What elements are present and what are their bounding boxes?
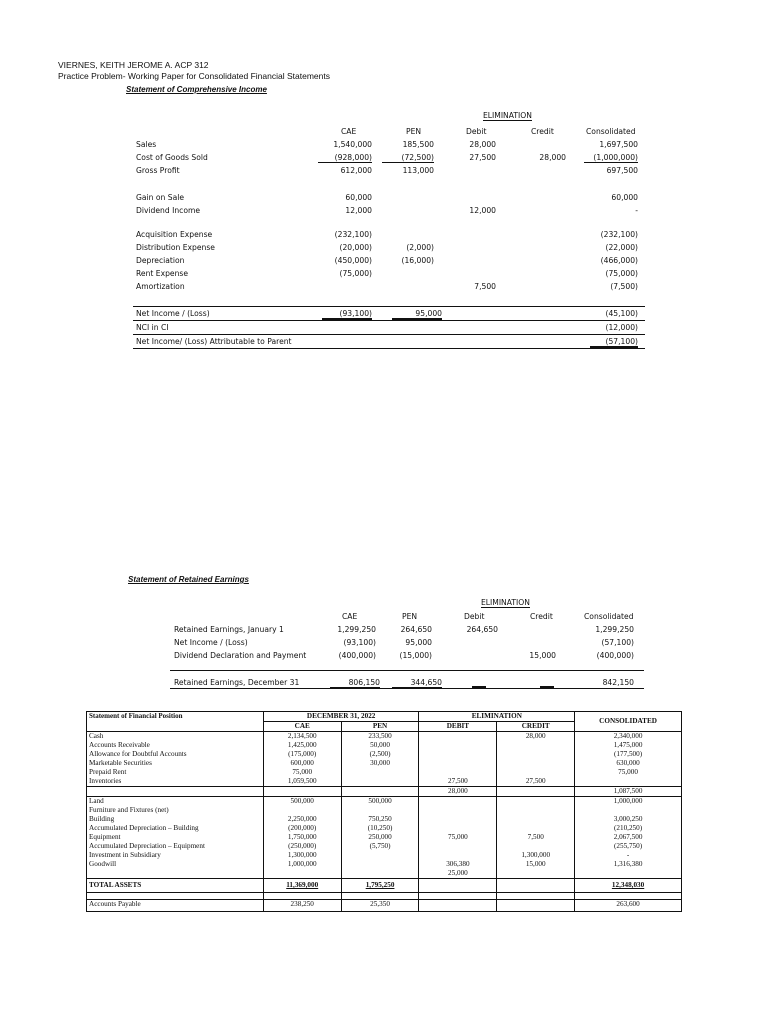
sci-row-cons: (75,000) bbox=[605, 269, 638, 278]
sci-row-label: Sales bbox=[136, 140, 157, 149]
sfp-cell-pen bbox=[341, 860, 419, 869]
sfp-cell-consolidated: 2,340,000 bbox=[575, 732, 682, 742]
sfp-cell-debit bbox=[419, 842, 497, 851]
sfp-spacer-cell bbox=[497, 893, 575, 900]
sci-net-cons: (45,100) bbox=[605, 309, 638, 318]
sre-col-debit: Debit bbox=[464, 612, 485, 621]
sre-total-label: Retained Earnings, December 31 bbox=[174, 678, 300, 687]
sre-total-cae: 806,150 bbox=[330, 678, 380, 689]
sfp-cell-debit bbox=[419, 759, 497, 768]
sfp-cell-pen bbox=[341, 806, 419, 815]
sfp-cell-credit bbox=[497, 741, 575, 750]
sci-row-label: Gross Profit bbox=[136, 166, 180, 175]
sci-row-label: Cost of Goods Sold bbox=[136, 153, 208, 162]
sfp-cell-pen: 233,500 bbox=[341, 732, 419, 742]
sfp-spacer-cell bbox=[575, 893, 682, 900]
sfp-cell-pen: (10,250) bbox=[341, 824, 419, 833]
sfp-cell-consolidated: (177,500) bbox=[575, 750, 682, 759]
sfp-cell-credit bbox=[497, 787, 575, 797]
sfp-cell-label: Prepaid Rent bbox=[87, 768, 264, 777]
sci-row-pen: 185,500 bbox=[402, 140, 434, 149]
sci-bottom-rule bbox=[133, 348, 645, 349]
sfp-cell-label: Accumulated Depreciation – Building bbox=[87, 824, 264, 833]
sfp-ap-credit bbox=[497, 900, 575, 912]
sfp-cell-pen: 50,000 bbox=[341, 741, 419, 750]
sre-row-label: Dividend Declaration and Payment bbox=[174, 651, 307, 660]
sfp-row bbox=[87, 806, 682, 815]
sfp-cell-label: Furniture and Fixtures (net) bbox=[87, 806, 264, 815]
sci-col-consolidated: Consolidated bbox=[586, 127, 636, 136]
sfp-cell-credit: 27,500 bbox=[497, 777, 575, 787]
sfp-ap-label: Accounts Payable bbox=[87, 900, 264, 912]
sci-row-cons: 60,000 bbox=[611, 193, 638, 202]
sfp-cell-cae: (250,000) bbox=[263, 842, 341, 851]
sci-row-cae: 612,000 bbox=[340, 166, 372, 175]
sfp-cell-label: Cash bbox=[87, 732, 264, 742]
sci-row-cons: (1,000,000) bbox=[584, 153, 638, 163]
sfp-cell-cae: 2,134,500 bbox=[263, 732, 341, 742]
sfp-consolidated-header: CONSOLIDATED bbox=[575, 712, 682, 732]
sfp-cell-cae: 75,000 bbox=[263, 768, 341, 777]
sfp-cell-pen: 250,000 bbox=[341, 833, 419, 842]
sfp-spacer-cell bbox=[419, 893, 497, 900]
sci-row-pen: (2,000) bbox=[406, 243, 434, 252]
sfp-cell-label: Equipment bbox=[87, 833, 264, 842]
sfp-cell-credit bbox=[497, 768, 575, 777]
sci-row-debit: 27,500 bbox=[469, 153, 496, 162]
sfp-cell-consolidated: 630,000 bbox=[575, 759, 682, 768]
sci-row-cons: (466,000) bbox=[600, 256, 638, 265]
sfp-row bbox=[87, 842, 682, 851]
sfp-cell-pen: (5,750) bbox=[341, 842, 419, 851]
sfp-cell-cae: 2,250,000 bbox=[263, 815, 341, 824]
sci-row-pen: 113,000 bbox=[402, 166, 434, 175]
sfp-cell-debit: 75,000 bbox=[419, 833, 497, 842]
sfp-ap-consolidated: 263,600 bbox=[575, 900, 682, 912]
sfp-cell-debit: 306,380 bbox=[419, 860, 497, 869]
sci-row-label: Rent Expense bbox=[136, 269, 189, 278]
sci-row-label: Dividend Income bbox=[136, 206, 201, 215]
sci-net-pen: 95,000 bbox=[392, 309, 442, 320]
sfp-cell-cae: (200,000) bbox=[263, 824, 341, 833]
sfp-cell-pen: 750,250 bbox=[341, 815, 419, 824]
sfp-cell-credit: 28,000 bbox=[497, 732, 575, 742]
sci-row-label: Acquisition Expense bbox=[136, 230, 213, 239]
sfp-cell-credit: 1,300,000 bbox=[497, 851, 575, 860]
sre-row-credit: 15,000 bbox=[529, 651, 556, 660]
sfp-spacer-cell bbox=[87, 893, 264, 900]
sfp-title: Statement of Financial Position bbox=[87, 712, 264, 732]
sfp-ap-debit bbox=[419, 900, 497, 912]
sci-row-credit: 28,000 bbox=[539, 153, 566, 162]
sfp-cell-pen bbox=[341, 768, 419, 777]
sre-row-cae: 1,299,250 bbox=[337, 625, 376, 634]
sfp-col-debit: DEBIT bbox=[419, 722, 497, 732]
sre-row-label: Retained Earnings, January 1 bbox=[174, 625, 284, 634]
sci-row-cons: 1,697,500 bbox=[599, 140, 638, 149]
problem-title-line: Practice Problem- Working Paper for Consolidated Financial Statements bbox=[58, 71, 330, 81]
sci-elimination-header: ELIMINATION bbox=[483, 111, 532, 120]
sfp-date-header: DECEMBER 31, 2022 bbox=[263, 712, 419, 722]
sfp-cell-cae: 1,750,000 bbox=[263, 833, 341, 842]
sfp-total-label: TOTAL ASSETS bbox=[87, 879, 264, 893]
sfp-cell-debit: 28,000 bbox=[419, 787, 497, 797]
sre-row-debit: 264,650 bbox=[466, 625, 498, 634]
sci-row-cae: (20,000) bbox=[339, 243, 372, 252]
sci-row-label: Depreciation bbox=[136, 256, 185, 265]
sfp-row bbox=[87, 851, 682, 860]
sfp-cell-consolidated: 1,087,500 bbox=[575, 787, 682, 797]
sfp-row-accounts-payable bbox=[87, 900, 682, 912]
sfp-cell-consolidated: 1,475,000 bbox=[575, 741, 682, 750]
sfp-cell-label: Inventories bbox=[87, 777, 264, 787]
sci-row-cae: (75,000) bbox=[339, 269, 372, 278]
sfp-cell-cae bbox=[263, 806, 341, 815]
sfp-cell-credit bbox=[497, 750, 575, 759]
sfp-cell-consolidated: - bbox=[575, 851, 682, 860]
sfp-cell-credit bbox=[497, 824, 575, 833]
sfp-row bbox=[87, 869, 682, 879]
sfp-cell-label: Marketable Securities bbox=[87, 759, 264, 768]
sci-net-label: Net Income / (Loss) bbox=[136, 309, 210, 318]
sfp-cell-debit bbox=[419, 797, 497, 807]
sfp-cell-label bbox=[87, 869, 264, 879]
sfp-cell-debit: 25,000 bbox=[419, 869, 497, 879]
sfp-cell-credit bbox=[497, 806, 575, 815]
sre-row-cons: (400,000) bbox=[596, 651, 634, 660]
sfp-cell-pen bbox=[341, 777, 419, 787]
sfp-total-consolidated: 12,348,030 bbox=[575, 879, 682, 893]
sre-total-pen: 344,650 bbox=[392, 678, 442, 689]
sfp-cell-debit bbox=[419, 851, 497, 860]
sre-row-pen: (15,000) bbox=[399, 651, 432, 660]
sfp-col-pen: PEN bbox=[341, 722, 419, 732]
sfp-cell-pen: 30,000 bbox=[341, 759, 419, 768]
sfp-ap-cae: 238,250 bbox=[263, 900, 341, 912]
sfp-cell-debit: 27,500 bbox=[419, 777, 497, 787]
sfp-cell-consolidated: 1,000,000 bbox=[575, 797, 682, 807]
sfp-row bbox=[87, 750, 682, 759]
sfp-cell-cae: 1,059,500 bbox=[263, 777, 341, 787]
sfp-cell-pen bbox=[341, 869, 419, 879]
sci-net-top-rule bbox=[133, 306, 645, 307]
sfp-cell-consolidated: (210,250) bbox=[575, 824, 682, 833]
sci-row-cae: 1,540,000 bbox=[333, 140, 372, 149]
sfp-row bbox=[87, 732, 682, 742]
sfp-total-row bbox=[87, 879, 682, 893]
sre-bottom-rule bbox=[170, 688, 644, 689]
student-name-line: VIERNES, KEITH JEROME A. ACP 312 bbox=[58, 60, 209, 70]
sfp-cell-cae: (175,000) bbox=[263, 750, 341, 759]
sfp-cell-credit bbox=[497, 759, 575, 768]
sfp-cell-label: Accounts Receivable bbox=[87, 741, 264, 750]
sfp-spacer-row bbox=[87, 893, 682, 900]
sfp-cell-cae: 1,425,000 bbox=[263, 741, 341, 750]
sfp-cell-credit bbox=[497, 797, 575, 807]
sfp-table bbox=[86, 711, 682, 912]
sfp-cell-cae: 1,300,000 bbox=[263, 851, 341, 860]
sfp-cell-credit: 15,000 bbox=[497, 860, 575, 869]
sfp-row bbox=[87, 815, 682, 824]
sfp-cell-cae: 500,000 bbox=[263, 797, 341, 807]
sci-row-pen: (72,500) bbox=[382, 153, 434, 163]
sfp-row bbox=[87, 777, 682, 787]
sci-row-pen: (16,000) bbox=[401, 256, 434, 265]
sfp-cell-pen: 500,000 bbox=[341, 797, 419, 807]
sci-col-cae: CAE bbox=[341, 127, 357, 136]
sci-row-cons: - bbox=[635, 206, 638, 215]
sfp-cell-consolidated: 75,000 bbox=[575, 768, 682, 777]
sfp-row bbox=[87, 824, 682, 833]
sre-col-cae: CAE bbox=[342, 612, 358, 621]
sci-col-pen: PEN bbox=[406, 127, 422, 136]
sfp-col-credit: CREDIT bbox=[497, 722, 575, 732]
sfp-total-cae: 11,369,000 bbox=[263, 879, 341, 893]
sci-row-cae: (450,000) bbox=[334, 256, 372, 265]
sre-row-pen: 264,650 bbox=[400, 625, 432, 634]
sci-row-label: Gain on Sale bbox=[136, 193, 185, 202]
sci-row-cons: (232,100) bbox=[600, 230, 638, 239]
sci-net-cae: (93,100) bbox=[322, 309, 372, 320]
sfp-cell-consolidated bbox=[575, 869, 682, 879]
sfp-spacer-cell bbox=[341, 893, 419, 900]
sfp-row bbox=[87, 797, 682, 807]
sfp-cell-consolidated: 3,000,250 bbox=[575, 815, 682, 824]
sfp-cell-label: Accumulated Depreciation – Equipment bbox=[87, 842, 264, 851]
sfp-cell-consolidated: (255,750) bbox=[575, 842, 682, 851]
sci-row-cae: (232,100) bbox=[334, 230, 372, 239]
sci-row-cae: 60,000 bbox=[345, 193, 372, 202]
sfp-cell-debit bbox=[419, 750, 497, 759]
sre-row-pen: 95,000 bbox=[405, 638, 432, 647]
sre-elimination-header: ELIMINATION bbox=[481, 598, 530, 607]
sre-col-consolidated: Consolidated bbox=[584, 612, 634, 621]
sfp-cell-pen bbox=[341, 787, 419, 797]
sci-row-cons: (22,000) bbox=[605, 243, 638, 252]
sfp-cell-cae: 600,000 bbox=[263, 759, 341, 768]
sfp-row bbox=[87, 787, 682, 797]
sfp-cell-credit: 7,500 bbox=[497, 833, 575, 842]
sfp-cell-credit bbox=[497, 842, 575, 851]
sfp-elimination-header: ELIMINATION bbox=[419, 712, 575, 722]
sre-total-top-rule bbox=[170, 670, 644, 671]
sci-row-debit: 28,000 bbox=[469, 140, 496, 149]
sfp-cell-debit bbox=[419, 732, 497, 742]
sfp-cell-consolidated: 2,067,500 bbox=[575, 833, 682, 842]
sfp-spacer-cell bbox=[263, 893, 341, 900]
sre-col-credit: Credit bbox=[530, 612, 553, 621]
sre-row-cae: (400,000) bbox=[338, 651, 376, 660]
sre-col-pen: PEN bbox=[402, 612, 418, 621]
sfp-cell-debit bbox=[419, 815, 497, 824]
sci-parent-rule bbox=[133, 334, 645, 335]
sfp-row bbox=[87, 759, 682, 768]
sfp-cell-cae bbox=[263, 869, 341, 879]
sfp-cell-debit bbox=[419, 768, 497, 777]
sci-parent-label: Net Income/ (Loss) Attributable to Parent bbox=[136, 337, 292, 346]
sfp-cell-label: Building bbox=[87, 815, 264, 824]
sfp-cell-cae: 1,000,000 bbox=[263, 860, 341, 869]
sfp-cell-label: Investment in Subsidiary bbox=[87, 851, 264, 860]
sfp-row bbox=[87, 741, 682, 750]
sfp-row bbox=[87, 768, 682, 777]
sci-col-credit: Credit bbox=[531, 127, 554, 136]
sci-row-cae: 12,000 bbox=[345, 206, 372, 215]
sci-title: Statement of Comprehensive Income bbox=[126, 85, 267, 94]
sre-row-cons: (57,100) bbox=[601, 638, 634, 647]
sfp-row bbox=[87, 833, 682, 842]
sfp-cell-debit bbox=[419, 824, 497, 833]
sci-row-cons: (7,500) bbox=[610, 282, 638, 291]
sci-row-debit: 7,500 bbox=[474, 282, 496, 291]
sci-row-debit: 12,000 bbox=[469, 206, 496, 215]
sfp-cell-credit bbox=[497, 869, 575, 879]
sci-row-label: Amortization bbox=[136, 282, 185, 291]
sfp-cell-label bbox=[87, 787, 264, 797]
sci-row-label: Distribution Expense bbox=[136, 243, 215, 252]
sfp-total-credit bbox=[497, 879, 575, 893]
sre-total-cons: 842,150 bbox=[602, 678, 634, 687]
sfp-row bbox=[87, 860, 682, 869]
sfp-cell-pen: (2,500) bbox=[341, 750, 419, 759]
sci-row-cons: 697,500 bbox=[606, 166, 638, 175]
sci-nci-cons: (12,000) bbox=[605, 323, 638, 332]
sfp-cell-label: Goodwill bbox=[87, 860, 264, 869]
sci-col-debit: Debit bbox=[466, 127, 487, 136]
sfp-cell-cae bbox=[263, 787, 341, 797]
sfp-col-cae: CAE bbox=[263, 722, 341, 732]
sfp-cell-consolidated bbox=[575, 806, 682, 815]
sre-row-cons: 1,299,250 bbox=[595, 625, 634, 634]
sre-row-cae: (93,100) bbox=[343, 638, 376, 647]
sci-row-cae: (928,000) bbox=[318, 153, 372, 163]
sci-parent-cons: (57,100) bbox=[590, 337, 638, 348]
sre-row-label: Net Income / (Loss) bbox=[174, 638, 248, 647]
sfp-ap-pen: 25,350 bbox=[341, 900, 419, 912]
sfp-cell-credit bbox=[497, 815, 575, 824]
sfp-cell-pen bbox=[341, 851, 419, 860]
sfp-cell-label: Land bbox=[87, 797, 264, 807]
sfp-cell-consolidated: 1,316,380 bbox=[575, 860, 682, 869]
sfp-cell-debit bbox=[419, 806, 497, 815]
sfp-cell-debit bbox=[419, 741, 497, 750]
sfp-total-pen: 1,795,250 bbox=[341, 879, 419, 893]
sre-title: Statement of Retained Earnings bbox=[128, 575, 249, 584]
sci-nci-rule bbox=[133, 320, 645, 321]
sfp-total-debit bbox=[419, 879, 497, 893]
sfp-cell-consolidated bbox=[575, 777, 682, 787]
sfp-cell-label: Allowance for Doubtful Accounts bbox=[87, 750, 264, 759]
sci-nci-label: NCI in CI bbox=[136, 323, 169, 332]
